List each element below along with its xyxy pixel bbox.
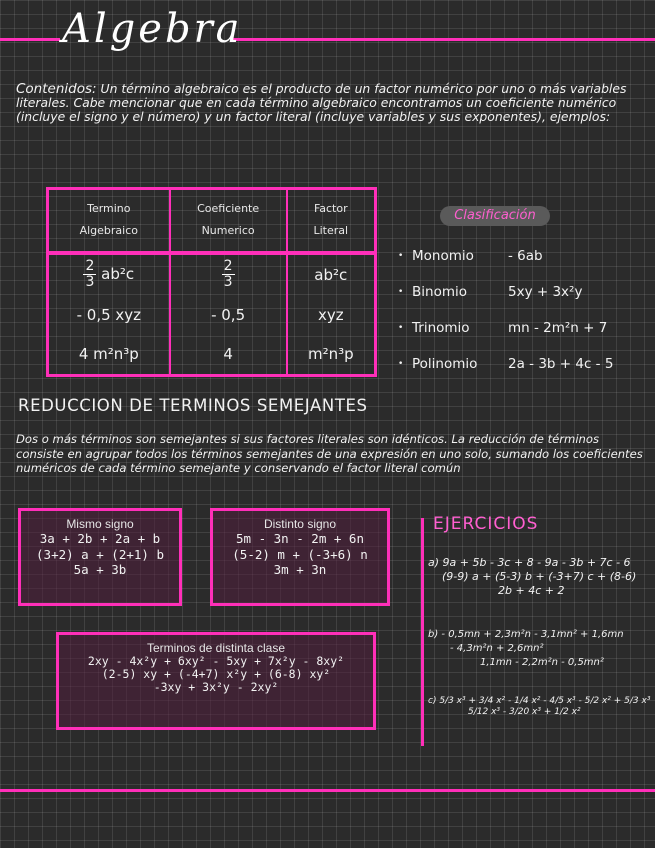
table-row: [48, 295, 376, 334]
box-distinta-clase: [56, 632, 376, 730]
box-line: 5m - 3n - 2m + 6n: [236, 531, 364, 546]
fraction: $\frac{2}{3}$: [223, 258, 233, 291]
intro-text: Un término algebraico es el producto de un factor numérico por uno o más variables literales. Cabe mencionar que en cada término algebraico encontramos un coeficiente numérico (incluye el signo y el número) y un factor literal (incluye variables y sus exponentes), ejemplos:: [16, 81, 627, 125]
cell-coef: 4: [170, 334, 287, 375]
box-title: Mismo signo: [66, 517, 134, 531]
header-coeficiente: Coeficiente Numerico: [170, 189, 287, 253]
box-line: 2xy - 4x²y + 6xy² - 5xy + 7x²y - 8xy²: [87, 654, 345, 668]
header-termino: Termino Algebraico: [48, 189, 170, 253]
list-item: • Trinomio mn - 2m²n + 7: [398, 320, 608, 336]
reduccion-paragraph: Dos o más términos son semejantes si sus factores literales son idénticos. La reducción de términos consiste en agrupar todos los términos semejantes de una expresión en uno solo, sumando los coeficientes numéricos de cada término semejante y conservando el factor literal común: [16, 432, 643, 475]
table-header-row: [48, 189, 376, 253]
list-item: • Polinomio 2a - 3b + 4c - 5: [398, 356, 614, 372]
box-line: (3+2) a + (2+1) b: [36, 546, 164, 562]
box-line: 3a + 2b + 2a + b: [39, 531, 161, 546]
box-line: (2-5) xy + (-4+7) x²y + (6-8) xy²: [101, 667, 331, 681]
bullet-icon: •: [398, 287, 404, 297]
reduccion-title: REDUCCION DE TERMINOS SEMEJANTES: [18, 396, 368, 415]
box-line: 3m + 3n: [273, 562, 327, 577]
intro-paragraph: [16, 82, 646, 125]
cell-coef: [170, 253, 287, 295]
title-line-right: [232, 38, 655, 41]
ejercicio-b: b) - 0,5mn + 2,3m²n - 3,1mn² + 1,6mn - 4,3m²n + 2,6mn² 1,1mn - 2,2m²n - 0,5mn²: [428, 629, 624, 668]
ejercicios-rule: [421, 518, 424, 746]
clasificacion-list: [398, 238, 648, 382]
table-row: [48, 334, 376, 375]
title-line-left: [0, 38, 60, 41]
fraction: $\frac{2}{3}$: [85, 258, 95, 291]
bullet-icon: •: [398, 251, 404, 261]
terms-table: [46, 187, 377, 377]
header-factor: Factor Literal: [287, 189, 376, 253]
list-item: • Monomio - 6ab: [398, 248, 543, 264]
bullet-icon: •: [398, 323, 404, 333]
page-title: Algebra: [62, 6, 243, 52]
cell-factor: m²n³p: [287, 334, 376, 375]
cell-term: $\frac{2}{3}$ ab²c: [48, 253, 170, 295]
box-title: Distinto signo: [263, 517, 337, 531]
list-item: • Binomio 5xy + 3x²y: [398, 284, 583, 300]
table-row: [48, 253, 376, 295]
box-title: Terminos de distinta clase: [146, 641, 286, 655]
ejercicios-title: EJERCICIOS: [433, 514, 539, 534]
box-distinto-signo: [210, 508, 390, 606]
intro-label: Contenidos:: [16, 81, 97, 97]
bullet-icon: •: [398, 359, 404, 369]
box-line: (5-2) m + (-3+6) n: [232, 546, 368, 562]
cell-factor: ab²c: [287, 253, 376, 295]
ejercicio-c: c) 5/3 x³ + 3/4 x² - 1/4 x² - 4/5 x³ - 5/2 x² + 5/3 x³ 5/12 x³ - 3/20 x³ + 1/2 x²: [428, 696, 651, 717]
box-mismo-signo: [18, 508, 182, 606]
bottom-line: [0, 789, 655, 792]
box-line: -3xy + 3x²y - 2xy²: [153, 680, 279, 694]
cell-factor: xyz: [287, 295, 376, 334]
cell-term: 4 m²n³p: [48, 334, 170, 375]
box-line: 5a + 3b: [73, 562, 127, 577]
cell-term: - 0,5 xyz: [48, 295, 170, 334]
clasificacion-title: Clasificación: [440, 206, 550, 226]
cell-coef: - 0,5: [170, 295, 287, 334]
ejercicio-a: a) 9a + 5b - 3c + 8 - 9a - 3b + 7c - 6 (9-9) a + (5-3) b + (-3+7) c + (8-6) 2b + 4c + 2: [428, 556, 637, 597]
